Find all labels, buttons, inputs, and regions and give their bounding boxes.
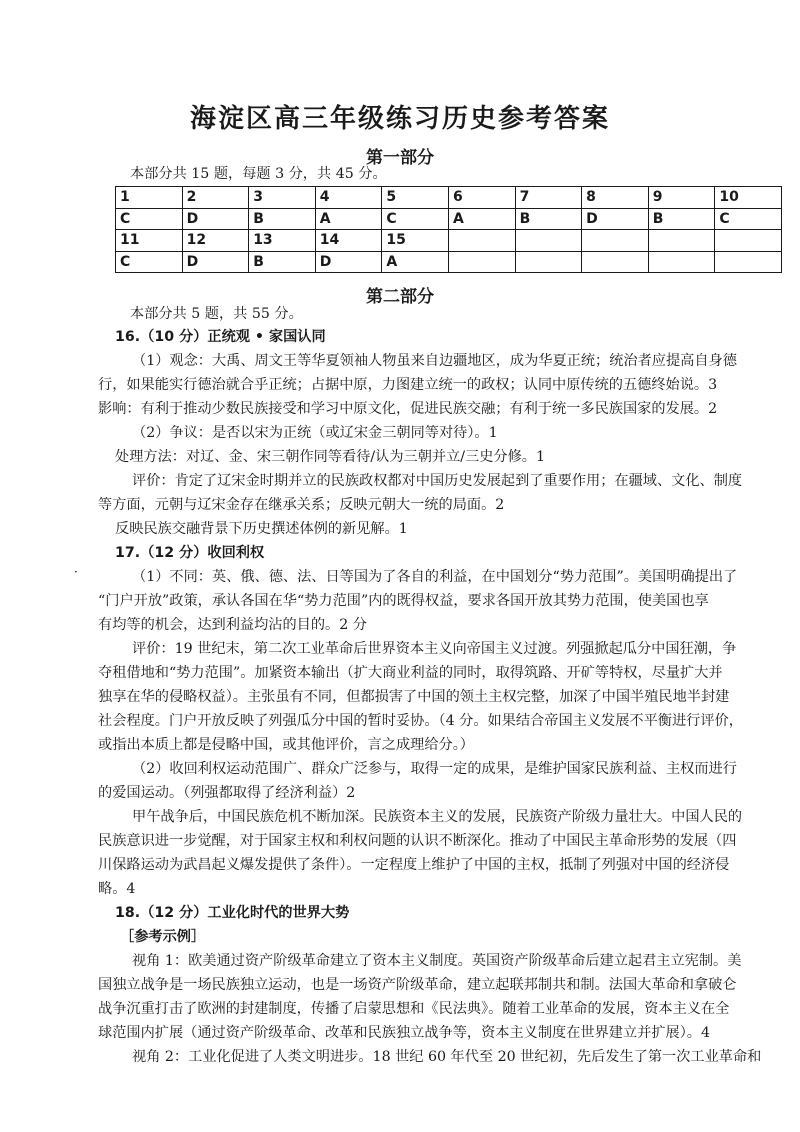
q16-heading: 16.（10 分）正统观 • 家国认同 [115, 329, 326, 345]
text-line: （1）观念：大禹、周文王等华夏领袖人物虽来自边疆地区，成为华夏正统；统治者应提高自身德 [132, 353, 737, 369]
question-number-cell: 10 [715, 187, 782, 209]
question-number-cell [582, 230, 649, 252]
question-number-cell: 13 [249, 230, 316, 252]
answer-cell: C [382, 208, 449, 230]
question-number-cell: 8 [582, 187, 649, 209]
text-line: 影响：有利于推动少数民族接受和学习中原文化，促进民族交融；有利于统一多民族国家的发展。2 [98, 401, 718, 417]
question-number-cell: 9 [648, 187, 715, 209]
text-line: （2）收回利权运动范围广、群众广泛参与，取得一定的成果，是维护国家民族利益、主权而进行 [132, 761, 737, 777]
text-line: 有均等的机会，达到利益均沾的目的。2 分 [98, 617, 367, 633]
question-number-cell: 4 [315, 187, 382, 209]
question-number-cell [515, 230, 582, 252]
answer-cell: D [582, 208, 649, 230]
answer-cell: B [515, 208, 582, 230]
q18-heading: 18.（12 分）工业化时代的世界大势 [115, 905, 350, 921]
text-line: 独享在华的侵略权益）。主张虽有不同，但都损害了中国的领土主权完整，加深了中国半殖民地半封建 [98, 689, 730, 705]
text-line: 反映民族交融背景下历史撰述体例的新见解。1 [115, 521, 408, 537]
answer-cell: C [715, 208, 782, 230]
text-line: 等方面，元朝与辽宋金存在继承关系；反映元朝大一统的局面。2 [98, 497, 505, 513]
text-line: （2）争议：是否以宋为正统（或辽宋金三朝同等对待）。1 [132, 425, 498, 441]
reference-example-label: ［参考示例］ [120, 929, 206, 945]
part2-intro: 本部分共 5 题，共 55 分。 [130, 306, 303, 322]
answer-cell: A [315, 208, 382, 230]
text-line: 评价：肯定了辽宋金时期并立的民族政权都对中国历史发展起到了重要作用；在疆域、文化、制度 [132, 473, 743, 489]
answer-table [115, 186, 782, 273]
text-line: 略。4 [98, 881, 136, 897]
page-title: 海淀区高三年级练习历史参考答案 [189, 104, 610, 134]
answer-cell [715, 251, 782, 273]
question-number-row [116, 230, 782, 252]
question-number-cell: 5 [382, 187, 449, 209]
answer-row [116, 251, 782, 273]
q17-heading: 17.（12 分）收回利权 [115, 545, 265, 561]
answer-cell: D [182, 208, 249, 230]
answer-cell: D [182, 251, 249, 273]
question-number-cell: 3 [249, 187, 316, 209]
answer-cell: C [116, 251, 183, 273]
text-line: （1）不同：英、俄、德、法、日等国为了各自的利益，在中国划分“势力范围”。美国明确提出了 [132, 569, 738, 585]
question-number-cell: 11 [116, 230, 183, 252]
question-number-cell: 7 [515, 187, 582, 209]
question-number-cell: 12 [182, 230, 249, 252]
text-line: 战争沉重打击了欧洲的封建制度，传播了启蒙思想和《民法典》。随着工业革命的发展，资本主义在全 [98, 1001, 730, 1017]
answer-cell: A [448, 208, 515, 230]
text-line: 或指出本质上都是侵略中国，或其他评价，言之成理给分。） [98, 737, 474, 753]
question-number-cell: 6 [448, 187, 515, 209]
part2-heading: 第二部分 [366, 287, 434, 307]
question-number-cell [715, 230, 782, 252]
question-number-cell: 1 [116, 187, 183, 209]
text-line: 行，如果能实行德治就合乎正统；占据中原，力图建立统一的政权；认同中原传统的五德终始说。3 [98, 377, 718, 393]
text-line: 视角 2：工业化促进了人类文明进步。18 世纪 60 年代至 20 世纪初，先后发生了第一次工业革命和 [132, 1049, 762, 1065]
scan-speck: · [74, 565, 78, 579]
question-number-cell: 2 [182, 187, 249, 209]
text-line: 的爱国运动。（列强都取得了经济利益）2 [98, 785, 356, 801]
text-line: 球范围内扩展（通过资产阶级革命、改革和民族独立战争等，资本主义制度在世界建立并扩展）。4 [98, 1025, 710, 1041]
text-line: 夺租借地和“势力范围”。加紧资本输出（扩大商业利益的同时，取得筑路、开矿等特权，尽量扩大并 [98, 665, 723, 681]
text-line: 评价：19 世纪末，第二次工业革命后世界资本主义向帝国主义过渡。列强掀起瓜分中国狂潮，争 [132, 641, 737, 657]
text-line: 视角 1：欧美通过资产阶级革命建立了资本主义制度。英国资产阶级革命后建立起君主立宪制。美 [132, 953, 742, 969]
answer-cell: B [249, 208, 316, 230]
text-line: 处理方法：对辽、金、宋三朝作同等看待/认为三朝并立/三史分修。1 [115, 449, 546, 465]
answer-cell [448, 251, 515, 273]
text-line: 国独立战争是一场民族独立运动，也是一场资产阶级革命，建立起联邦制共和制。法国大革命和拿破仑 [98, 977, 737, 993]
question-number-row [116, 187, 782, 209]
question-number-cell [448, 230, 515, 252]
answer-cell [648, 251, 715, 273]
text-line: “门户开放”政策，承认各国在华“势力范围”内的既得权益，要求各国开放其势力范围，使美国也享 [98, 593, 709, 609]
text-line: 社会程度。门户开放反映了列强瓜分中国的暂时妥协。（4 分。如果结合帝国主义发展不平衡进行评价， [98, 713, 743, 729]
answer-cell: B [249, 251, 316, 273]
part1-intro: 本部分共 15 题，每题 3 分，共 45 分。 [130, 166, 387, 182]
question-number-cell: 14 [315, 230, 382, 252]
question-number-cell [648, 230, 715, 252]
answer-cell: C [116, 208, 183, 230]
text-line: 民族意识进一步觉醒，对于国家主权和利权问题的认识不断深化。推动了中国民主革命形势的发展（四 [98, 833, 737, 849]
text-line: 川保路运动为武昌起义爆发提供了条件）。一定程度上维护了中国的主权，抵制了列强对中国的经济侵 [98, 857, 730, 873]
text-line: 甲午战争后，中国民族危机不断加深。民族资本主义的发展，民族资产阶级力量壮大。中国人民的 [132, 809, 743, 825]
part1-heading: 第一部分 [366, 148, 434, 168]
answer-cell: A [382, 251, 449, 273]
answer-cell [515, 251, 582, 273]
answer-cell: D [315, 251, 382, 273]
answer-cell: B [648, 208, 715, 230]
answer-row [116, 208, 782, 230]
answer-cell [582, 251, 649, 273]
question-number-cell: 15 [382, 230, 449, 252]
